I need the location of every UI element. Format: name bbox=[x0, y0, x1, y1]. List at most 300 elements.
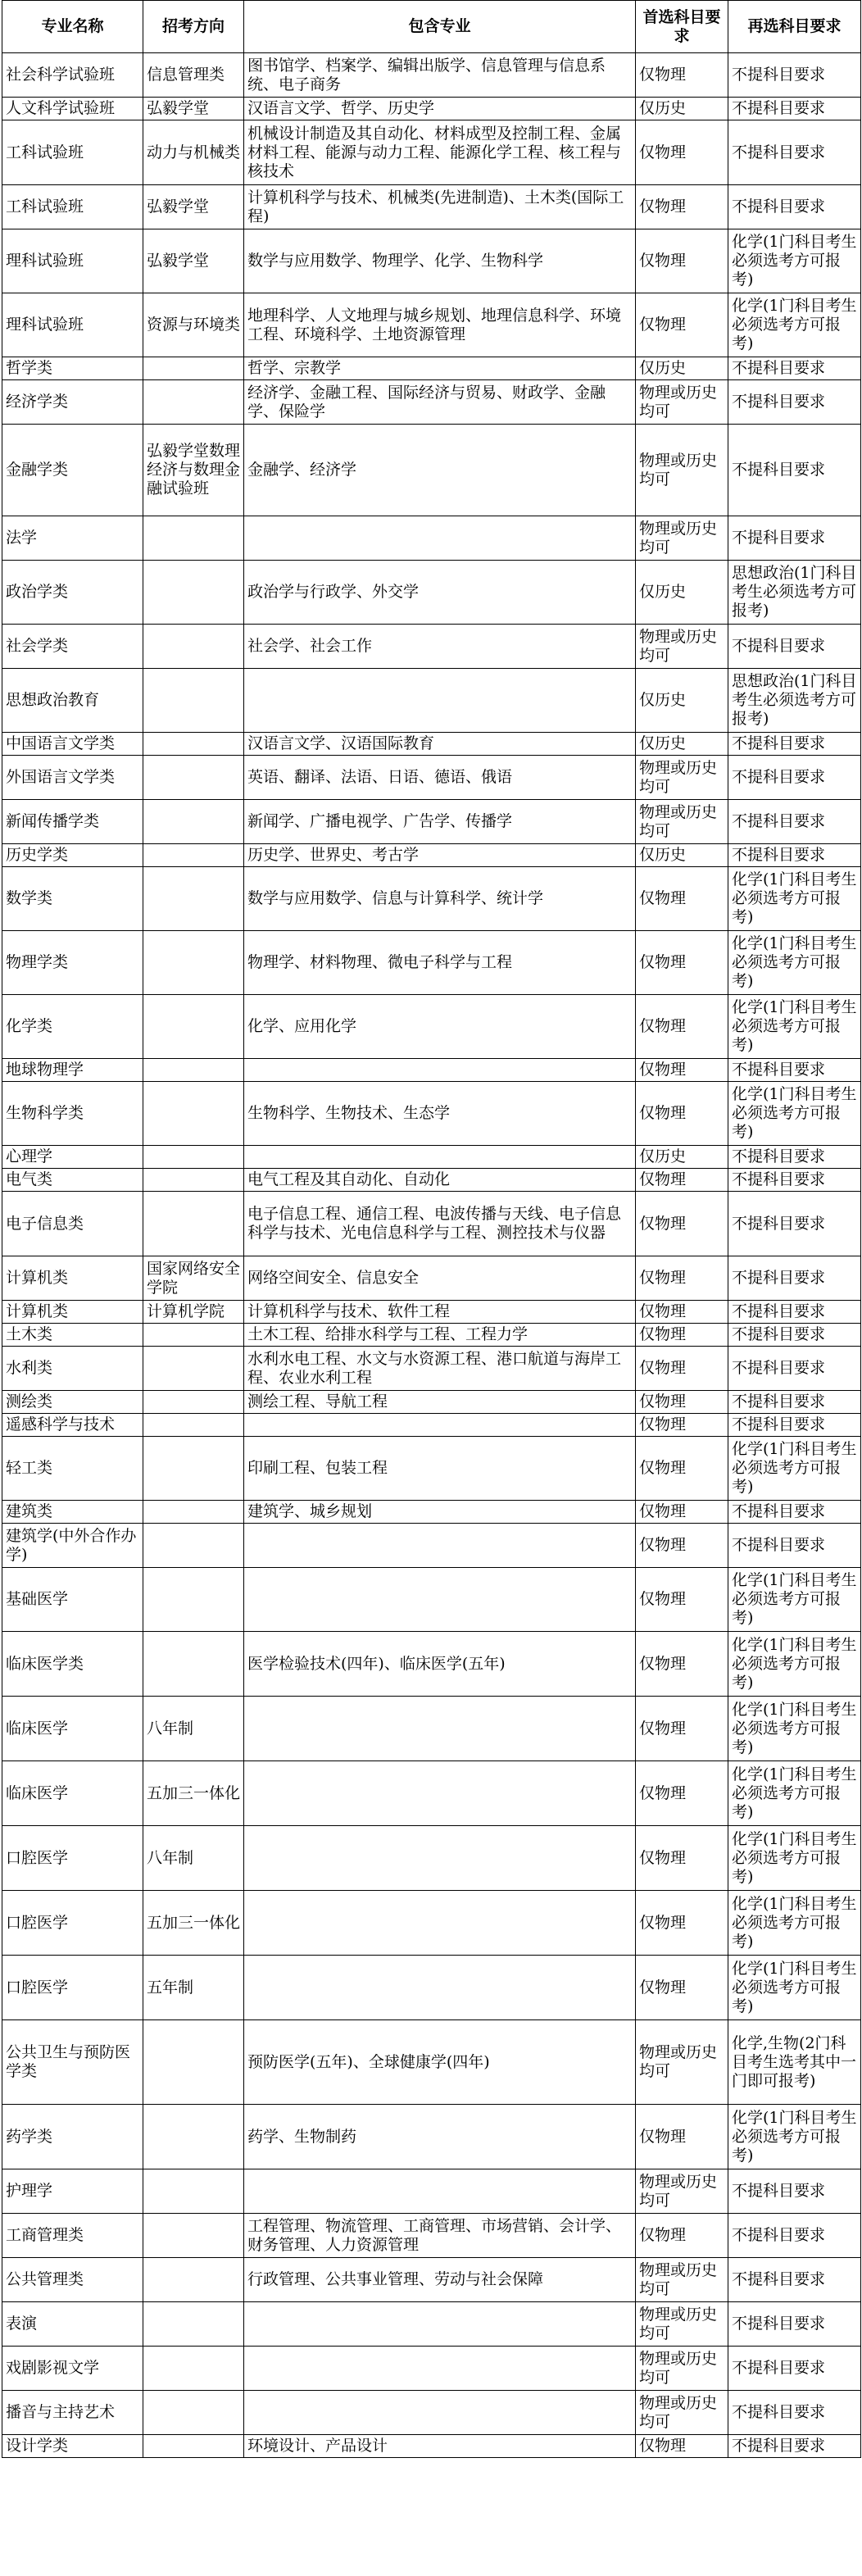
cell-first-subject: 仅历史 bbox=[636, 669, 728, 733]
cell-second-subject: 化学(1门科目考生必须选考方可报考) bbox=[728, 931, 861, 995]
cell-includes bbox=[244, 1524, 636, 1568]
cell-major-name: 表演 bbox=[2, 2302, 143, 2347]
cell-includes: 建筑学、城乡规划 bbox=[244, 1501, 636, 1524]
cell-direction bbox=[143, 2258, 244, 2302]
cell-first-subject: 仅物理 bbox=[636, 1301, 728, 1324]
table-row bbox=[2, 844, 861, 867]
cell-major-name: 临床医学 bbox=[2, 1761, 143, 1826]
cell-second-subject: 化学(1门科目考生必须选考方可报考) bbox=[728, 1891, 861, 1956]
cell-first-subject: 物理或历史均可 bbox=[636, 2020, 728, 2105]
cell-major-name: 公共管理类 bbox=[2, 2258, 143, 2302]
cell-includes: 数学与应用数学、物理学、化学、生物科学 bbox=[244, 229, 636, 293]
cell-major-name: 设计学类 bbox=[2, 2435, 143, 2458]
cell-second-subject: 化学(1门科目考生必须选考方可报考) bbox=[728, 995, 861, 1059]
cell-includes: 数学与应用数学、信息与计算科学、统计学 bbox=[244, 867, 636, 931]
cell-major-name: 口腔医学 bbox=[2, 1891, 143, 1956]
cell-includes: 测绘工程、导航工程 bbox=[244, 1391, 636, 1414]
cell-major-name: 戏剧影视文学 bbox=[2, 2347, 143, 2391]
cell-major-name: 电子信息类 bbox=[2, 1192, 143, 1256]
cell-direction bbox=[143, 1169, 244, 1192]
table-row bbox=[2, 625, 861, 669]
cell-first-subject: 仅物理 bbox=[636, 1391, 728, 1414]
cell-second-subject: 不提科目要求 bbox=[728, 800, 861, 844]
cell-includes bbox=[244, 1568, 636, 1632]
table-row bbox=[2, 1956, 861, 2020]
table-row bbox=[2, 1324, 861, 1347]
cell-includes: 地理科学、人文地理与城乡规划、地理信息科学、环境工程、环境科学、土地资源管理 bbox=[244, 293, 636, 357]
cell-second-subject: 化学(1门科目考生必须选考方可报考) bbox=[728, 1632, 861, 1697]
table-row bbox=[2, 1146, 861, 1169]
cell-first-subject: 仅物理 bbox=[636, 1414, 728, 1437]
table-row bbox=[2, 1414, 861, 1437]
cell-first-subject: 物理或历史均可 bbox=[636, 380, 728, 425]
table-row bbox=[2, 756, 861, 800]
cell-major-name: 外国语言文学类 bbox=[2, 756, 143, 800]
cell-includes: 图书馆学、档案学、编辑出版学、信息管理与信息系统、电子商务 bbox=[244, 53, 636, 98]
cell-direction bbox=[143, 516, 244, 561]
header-second-subject: 再选科目要求 bbox=[728, 1, 861, 53]
cell-first-subject: 仅历史 bbox=[636, 357, 728, 380]
cell-includes: 工程管理、物流管理、工商管理、市场营销、会计学、财务管理、人力资源管理 bbox=[244, 2214, 636, 2258]
cell-second-subject: 不提科目要求 bbox=[728, 380, 861, 425]
cell-first-subject: 仅物理 bbox=[636, 1891, 728, 1956]
cell-includes bbox=[244, 516, 636, 561]
table-row bbox=[2, 2020, 861, 2105]
cell-second-subject: 思想政治(1门科目考生必须选考方可报考) bbox=[728, 561, 861, 625]
cell-direction bbox=[143, 756, 244, 800]
table-row bbox=[2, 2302, 861, 2347]
cell-includes: 医学检验技术(四年)、临床医学(五年) bbox=[244, 1632, 636, 1697]
cell-second-subject: 不提科目要求 bbox=[728, 2391, 861, 2435]
cell-second-subject: 化学(1门科目考生必须选考方可报考) bbox=[728, 229, 861, 293]
cell-first-subject: 仅物理 bbox=[636, 1169, 728, 1192]
cell-second-subject: 不提科目要求 bbox=[728, 1391, 861, 1414]
cell-major-name: 建筑类 bbox=[2, 1501, 143, 1524]
cell-first-subject: 仅物理 bbox=[636, 2435, 728, 2458]
cell-includes: 水利水电工程、水文与水资源工程、港口航道与海岸工程、农业水利工程 bbox=[244, 1347, 636, 1391]
cell-includes bbox=[244, 1697, 636, 1761]
cell-includes bbox=[244, 1956, 636, 2020]
table-row bbox=[2, 733, 861, 756]
cell-first-subject: 仅物理 bbox=[636, 1347, 728, 1391]
cell-direction bbox=[143, 1437, 244, 1501]
cell-first-subject: 物理或历史均可 bbox=[636, 2391, 728, 2435]
cell-major-name: 口腔医学 bbox=[2, 1956, 143, 2020]
table-row bbox=[2, 669, 861, 733]
cell-direction bbox=[143, 1146, 244, 1169]
cell-second-subject: 不提科目要求 bbox=[728, 1414, 861, 1437]
cell-second-subject: 化学(1门科目考生必须选考方可报考) bbox=[728, 1761, 861, 1826]
header-major-name: 专业名称 bbox=[2, 1, 143, 53]
table-row bbox=[2, 1632, 861, 1697]
cell-major-name: 工商管理类 bbox=[2, 2214, 143, 2258]
cell-includes bbox=[244, 1414, 636, 1437]
cell-second-subject: 不提科目要求 bbox=[728, 120, 861, 185]
cell-major-name: 工科试验班 bbox=[2, 120, 143, 185]
cell-includes: 政治学与行政学、外交学 bbox=[244, 561, 636, 625]
cell-direction: 五加三一体化 bbox=[143, 1761, 244, 1826]
cell-major-name: 数学类 bbox=[2, 867, 143, 931]
cell-major-name: 理科试验班 bbox=[2, 293, 143, 357]
cell-first-subject: 物理或历史均可 bbox=[636, 2258, 728, 2302]
table-row bbox=[2, 1256, 861, 1301]
cell-direction bbox=[143, 867, 244, 931]
cell-first-subject: 仅物理 bbox=[636, 185, 728, 229]
cell-direction bbox=[143, 2435, 244, 2458]
cell-direction bbox=[143, 1568, 244, 1632]
cell-major-name: 药学类 bbox=[2, 2105, 143, 2169]
cell-major-name: 社会科学试验班 bbox=[2, 53, 143, 98]
cell-includes: 药学、生物制药 bbox=[244, 2105, 636, 2169]
cell-second-subject: 不提科目要求 bbox=[728, 2214, 861, 2258]
table-row bbox=[2, 931, 861, 995]
cell-includes: 社会学、社会工作 bbox=[244, 625, 636, 669]
cell-major-name: 临床医学 bbox=[2, 1697, 143, 1761]
cell-first-subject: 仅历史 bbox=[636, 733, 728, 756]
cell-major-name: 思想政治教育 bbox=[2, 669, 143, 733]
cell-major-name: 测绘类 bbox=[2, 1391, 143, 1414]
cell-major-name: 理科试验班 bbox=[2, 229, 143, 293]
cell-major-name: 金融学类 bbox=[2, 425, 143, 516]
cell-includes: 英语、翻译、法语、日语、德语、俄语 bbox=[244, 756, 636, 800]
table-row bbox=[2, 120, 861, 185]
cell-first-subject: 仅物理 bbox=[636, 995, 728, 1059]
cell-direction bbox=[143, 357, 244, 380]
cell-direction: 资源与环境类 bbox=[143, 293, 244, 357]
cell-major-name: 地球物理学 bbox=[2, 1059, 143, 1082]
cell-major-name: 口腔医学 bbox=[2, 1826, 143, 1891]
cell-includes bbox=[244, 1891, 636, 1956]
table-row bbox=[2, 293, 861, 357]
cell-first-subject: 仅物理 bbox=[636, 1082, 728, 1146]
cell-second-subject: 不提科目要求 bbox=[728, 185, 861, 229]
cell-direction bbox=[143, 1391, 244, 1414]
cell-first-subject: 仅历史 bbox=[636, 844, 728, 867]
table-row bbox=[2, 2391, 861, 2435]
cell-direction: 五加三一体化 bbox=[143, 1891, 244, 1956]
cell-includes: 计算机科学与技术、机械类(先进制造)、土木类(国际工程) bbox=[244, 185, 636, 229]
table-row bbox=[2, 98, 861, 120]
table-row bbox=[2, 1568, 861, 1632]
cell-includes: 机械设计制造及其自动化、材料成型及控制工程、金属材料工程、能源与动力工程、能源化学工程、核工程与核技术 bbox=[244, 120, 636, 185]
cell-first-subject: 仅历史 bbox=[636, 98, 728, 120]
cell-direction: 国家网络安全学院 bbox=[143, 1256, 244, 1301]
cell-first-subject: 仅物理 bbox=[636, 1956, 728, 2020]
cell-second-subject: 不提科目要求 bbox=[728, 1301, 861, 1324]
cell-major-name: 临床医学类 bbox=[2, 1632, 143, 1697]
cell-includes: 土木工程、给排水科学与工程、工程力学 bbox=[244, 1324, 636, 1347]
cell-direction bbox=[143, 2169, 244, 2214]
cell-second-subject: 不提科目要求 bbox=[728, 1324, 861, 1347]
cell-direction bbox=[143, 800, 244, 844]
cell-direction: 八年制 bbox=[143, 1697, 244, 1761]
cell-direction bbox=[143, 2105, 244, 2169]
table-row bbox=[2, 1524, 861, 1568]
cell-includes: 印刷工程、包装工程 bbox=[244, 1437, 636, 1501]
table-row bbox=[2, 1169, 861, 1192]
cell-first-subject: 仅物理 bbox=[636, 1761, 728, 1826]
cell-first-subject: 物理或历史均可 bbox=[636, 800, 728, 844]
cell-direction bbox=[143, 1192, 244, 1256]
cell-second-subject: 不提科目要求 bbox=[728, 1059, 861, 1082]
cell-second-subject: 不提科目要求 bbox=[728, 733, 861, 756]
cell-major-name: 新闻传播学类 bbox=[2, 800, 143, 844]
cell-second-subject: 不提科目要求 bbox=[728, 2258, 861, 2302]
cell-direction: 八年制 bbox=[143, 1826, 244, 1891]
cell-second-subject: 不提科目要求 bbox=[728, 2169, 861, 2214]
cell-first-subject: 物理或历史均可 bbox=[636, 2169, 728, 2214]
cell-second-subject: 不提科目要求 bbox=[728, 625, 861, 669]
cell-direction bbox=[143, 669, 244, 733]
cell-direction bbox=[143, 1414, 244, 1437]
cell-direction bbox=[143, 2214, 244, 2258]
cell-includes: 预防医学(五年)、全球健康学(四年) bbox=[244, 2020, 636, 2105]
table-row bbox=[2, 2435, 861, 2458]
cell-major-name: 护理学 bbox=[2, 2169, 143, 2214]
cell-major-name: 土木类 bbox=[2, 1324, 143, 1347]
cell-second-subject: 不提科目要求 bbox=[728, 1347, 861, 1391]
cell-includes: 电子信息工程、通信工程、电波传播与天线、电子信息科学与技术、光电信息科学与工程、测控技术与仪器 bbox=[244, 1192, 636, 1256]
cell-direction bbox=[143, 625, 244, 669]
cell-major-name: 哲学类 bbox=[2, 357, 143, 380]
cell-includes bbox=[244, 2347, 636, 2391]
table-row bbox=[2, 1059, 861, 1082]
cell-first-subject: 仅历史 bbox=[636, 561, 728, 625]
cell-major-name: 轻工类 bbox=[2, 1437, 143, 1501]
cell-second-subject: 化学(1门科目考生必须选考方可报考) bbox=[728, 1437, 861, 1501]
table-row bbox=[2, 1192, 861, 1256]
cell-first-subject: 仅物理 bbox=[636, 2214, 728, 2258]
cell-includes: 化学、应用化学 bbox=[244, 995, 636, 1059]
cell-second-subject: 不提科目要求 bbox=[728, 425, 861, 516]
cell-includes bbox=[244, 1146, 636, 1169]
cell-first-subject: 仅物理 bbox=[636, 120, 728, 185]
cell-major-name: 中国语言文学类 bbox=[2, 733, 143, 756]
table-row bbox=[2, 185, 861, 229]
cell-second-subject: 不提科目要求 bbox=[728, 844, 861, 867]
cell-direction bbox=[143, 1082, 244, 1146]
cell-major-name: 社会学类 bbox=[2, 625, 143, 669]
cell-first-subject: 仅物理 bbox=[636, 1324, 728, 1347]
cell-second-subject: 不提科目要求 bbox=[728, 1256, 861, 1301]
cell-major-name: 基础医学 bbox=[2, 1568, 143, 1632]
table-header-row bbox=[2, 1, 861, 53]
cell-direction bbox=[143, 380, 244, 425]
cell-first-subject: 仅物理 bbox=[636, 1826, 728, 1891]
table-row bbox=[2, 1761, 861, 1826]
cell-direction bbox=[143, 1524, 244, 1568]
cell-direction bbox=[143, 733, 244, 756]
cell-second-subject: 不提科目要求 bbox=[728, 1192, 861, 1256]
cell-direction: 动力与机械类 bbox=[143, 120, 244, 185]
cell-first-subject: 仅物理 bbox=[636, 229, 728, 293]
cell-includes: 新闻学、广播电视学、广告学、传播学 bbox=[244, 800, 636, 844]
cell-second-subject: 思想政治(1门科目考生必须选考方可报考) bbox=[728, 669, 861, 733]
cell-second-subject: 不提科目要求 bbox=[728, 1169, 861, 1192]
cell-includes: 哲学、宗教学 bbox=[244, 357, 636, 380]
cell-second-subject: 化学(1门科目考生必须选考方可报考) bbox=[728, 867, 861, 931]
cell-major-name: 物理学类 bbox=[2, 931, 143, 995]
cell-direction bbox=[143, 1059, 244, 1082]
table-row bbox=[2, 1697, 861, 1761]
cell-includes bbox=[244, 2169, 636, 2214]
cell-includes: 金融学、经济学 bbox=[244, 425, 636, 516]
cell-major-name: 工科试验班 bbox=[2, 185, 143, 229]
cell-first-subject: 仅物理 bbox=[636, 1437, 728, 1501]
cell-direction bbox=[143, 844, 244, 867]
header-includes: 包含专业 bbox=[244, 1, 636, 53]
table-row bbox=[2, 561, 861, 625]
cell-direction: 弘毅学堂 bbox=[143, 185, 244, 229]
cell-second-subject: 不提科目要求 bbox=[728, 98, 861, 120]
table-row bbox=[2, 2258, 861, 2302]
cell-direction bbox=[143, 561, 244, 625]
cell-second-subject: 不提科目要求 bbox=[728, 53, 861, 98]
cell-second-subject: 不提科目要求 bbox=[728, 357, 861, 380]
cell-direction bbox=[143, 931, 244, 995]
table-row bbox=[2, 1826, 861, 1891]
cell-direction: 计算机学院 bbox=[143, 1301, 244, 1324]
cell-includes: 经济学、金融工程、国际经济与贸易、财政学、金融学、保险学 bbox=[244, 380, 636, 425]
cell-major-name: 电气类 bbox=[2, 1169, 143, 1192]
cell-direction: 弘毅学堂 bbox=[143, 229, 244, 293]
cell-first-subject: 物理或历史均可 bbox=[636, 625, 728, 669]
cell-first-subject: 物理或历史均可 bbox=[636, 2347, 728, 2391]
cell-major-name: 计算机类 bbox=[2, 1301, 143, 1324]
cell-major-name: 政治学类 bbox=[2, 561, 143, 625]
cell-direction bbox=[143, 1324, 244, 1347]
table-row bbox=[2, 425, 861, 516]
cell-includes bbox=[244, 2391, 636, 2435]
cell-major-name: 化学类 bbox=[2, 995, 143, 1059]
cell-first-subject: 仅物理 bbox=[636, 1524, 728, 1568]
cell-includes: 历史学、世界史、考古学 bbox=[244, 844, 636, 867]
cell-includes: 汉语言文学、汉语国际教育 bbox=[244, 733, 636, 756]
header-direction: 招考方向 bbox=[143, 1, 244, 53]
table-row bbox=[2, 1082, 861, 1146]
cell-second-subject: 化学,生物(2门科目考生选考其中一门即可报考) bbox=[728, 2020, 861, 2105]
cell-second-subject: 不提科目要求 bbox=[728, 2347, 861, 2391]
cell-direction: 弘毅学堂 bbox=[143, 98, 244, 120]
cell-first-subject: 仅物理 bbox=[636, 1632, 728, 1697]
cell-first-subject: 仅历史 bbox=[636, 1146, 728, 1169]
cell-direction bbox=[143, 2391, 244, 2435]
cell-second-subject: 化学(1门科目考生必须选考方可报考) bbox=[728, 1956, 861, 2020]
table-row bbox=[2, 2347, 861, 2391]
cell-major-name: 遥感科学与技术 bbox=[2, 1414, 143, 1437]
table-body bbox=[2, 53, 861, 2458]
cell-direction bbox=[143, 2302, 244, 2347]
cell-direction bbox=[143, 2020, 244, 2105]
cell-major-name: 计算机类 bbox=[2, 1256, 143, 1301]
cell-includes bbox=[244, 1059, 636, 1082]
cell-direction: 信息管理类 bbox=[143, 53, 244, 98]
cell-second-subject: 化学(1门科目考生必须选考方可报考) bbox=[728, 2105, 861, 2169]
cell-second-subject: 不提科目要求 bbox=[728, 1146, 861, 1169]
cell-first-subject: 仅物理 bbox=[636, 867, 728, 931]
cell-first-subject: 物理或历史均可 bbox=[636, 516, 728, 561]
cell-first-subject: 物理或历史均可 bbox=[636, 425, 728, 516]
header-first-subject: 首选科目要求 bbox=[636, 1, 728, 53]
table-row bbox=[2, 995, 861, 1059]
cell-first-subject: 仅物理 bbox=[636, 1568, 728, 1632]
major-requirements-table bbox=[2, 0, 861, 2458]
cell-major-name: 生物科学类 bbox=[2, 1082, 143, 1146]
cell-second-subject: 不提科目要求 bbox=[728, 2302, 861, 2347]
table-row bbox=[2, 1301, 861, 1324]
cell-major-name: 历史学类 bbox=[2, 844, 143, 867]
cell-major-name: 经济学类 bbox=[2, 380, 143, 425]
cell-first-subject: 仅物理 bbox=[636, 931, 728, 995]
cell-major-name: 心理学 bbox=[2, 1146, 143, 1169]
cell-first-subject: 仅物理 bbox=[636, 293, 728, 357]
table-row bbox=[2, 1437, 861, 1501]
cell-major-name: 人文科学试验班 bbox=[2, 98, 143, 120]
cell-major-name: 播音与主持艺术 bbox=[2, 2391, 143, 2435]
table-row bbox=[2, 1891, 861, 1956]
table-row bbox=[2, 229, 861, 293]
cell-direction bbox=[143, 1632, 244, 1697]
cell-includes bbox=[244, 1761, 636, 1826]
table-row bbox=[2, 516, 861, 561]
table-row bbox=[2, 380, 861, 425]
cell-first-subject: 仅物理 bbox=[636, 53, 728, 98]
cell-direction bbox=[143, 1347, 244, 1391]
cell-first-subject: 仅物理 bbox=[636, 1256, 728, 1301]
cell-second-subject: 不提科目要求 bbox=[728, 516, 861, 561]
cell-direction bbox=[143, 995, 244, 1059]
cell-includes: 行政管理、公共事业管理、劳动与社会保障 bbox=[244, 2258, 636, 2302]
cell-second-subject: 化学(1门科目考生必须选考方可报考) bbox=[728, 293, 861, 357]
cell-first-subject: 物理或历史均可 bbox=[636, 756, 728, 800]
cell-direction bbox=[143, 1501, 244, 1524]
cell-includes bbox=[244, 669, 636, 733]
cell-second-subject: 化学(1门科目考生必须选考方可报考) bbox=[728, 1697, 861, 1761]
cell-second-subject: 不提科目要求 bbox=[728, 1524, 861, 1568]
cell-includes: 汉语言文学、哲学、历史学 bbox=[244, 98, 636, 120]
cell-major-name: 法学 bbox=[2, 516, 143, 561]
table-row bbox=[2, 867, 861, 931]
cell-second-subject: 不提科目要求 bbox=[728, 1501, 861, 1524]
table-row bbox=[2, 1501, 861, 1524]
cell-includes: 电气工程及其自动化、自动化 bbox=[244, 1169, 636, 1192]
cell-first-subject: 仅物理 bbox=[636, 1501, 728, 1524]
cell-first-subject: 物理或历史均可 bbox=[636, 2302, 728, 2347]
cell-second-subject: 不提科目要求 bbox=[728, 2435, 861, 2458]
table-row bbox=[2, 1391, 861, 1414]
cell-includes: 环境设计、产品设计 bbox=[244, 2435, 636, 2458]
cell-major-name: 水利类 bbox=[2, 1347, 143, 1391]
table-row bbox=[2, 53, 861, 98]
cell-first-subject: 仅物理 bbox=[636, 1697, 728, 1761]
table-row bbox=[2, 2169, 861, 2214]
table-row bbox=[2, 357, 861, 380]
cell-first-subject: 仅物理 bbox=[636, 2105, 728, 2169]
cell-includes bbox=[244, 1826, 636, 1891]
cell-first-subject: 仅物理 bbox=[636, 1192, 728, 1256]
cell-direction bbox=[143, 2347, 244, 2391]
cell-second-subject: 不提科目要求 bbox=[728, 756, 861, 800]
cell-includes: 计算机科学与技术、软件工程 bbox=[244, 1301, 636, 1324]
table-row bbox=[2, 2105, 861, 2169]
cell-includes: 物理学、材料物理、微电子科学与工程 bbox=[244, 931, 636, 995]
cell-second-subject: 化学(1门科目考生必须选考方可报考) bbox=[728, 1082, 861, 1146]
cell-first-subject: 仅物理 bbox=[636, 1059, 728, 1082]
cell-direction: 弘毅学堂数理经济与数理金融试验班 bbox=[143, 425, 244, 516]
table-row bbox=[2, 2214, 861, 2258]
cell-includes: 生物科学、生物技术、生态学 bbox=[244, 1082, 636, 1146]
cell-major-name: 公共卫生与预防医学类 bbox=[2, 2020, 143, 2105]
